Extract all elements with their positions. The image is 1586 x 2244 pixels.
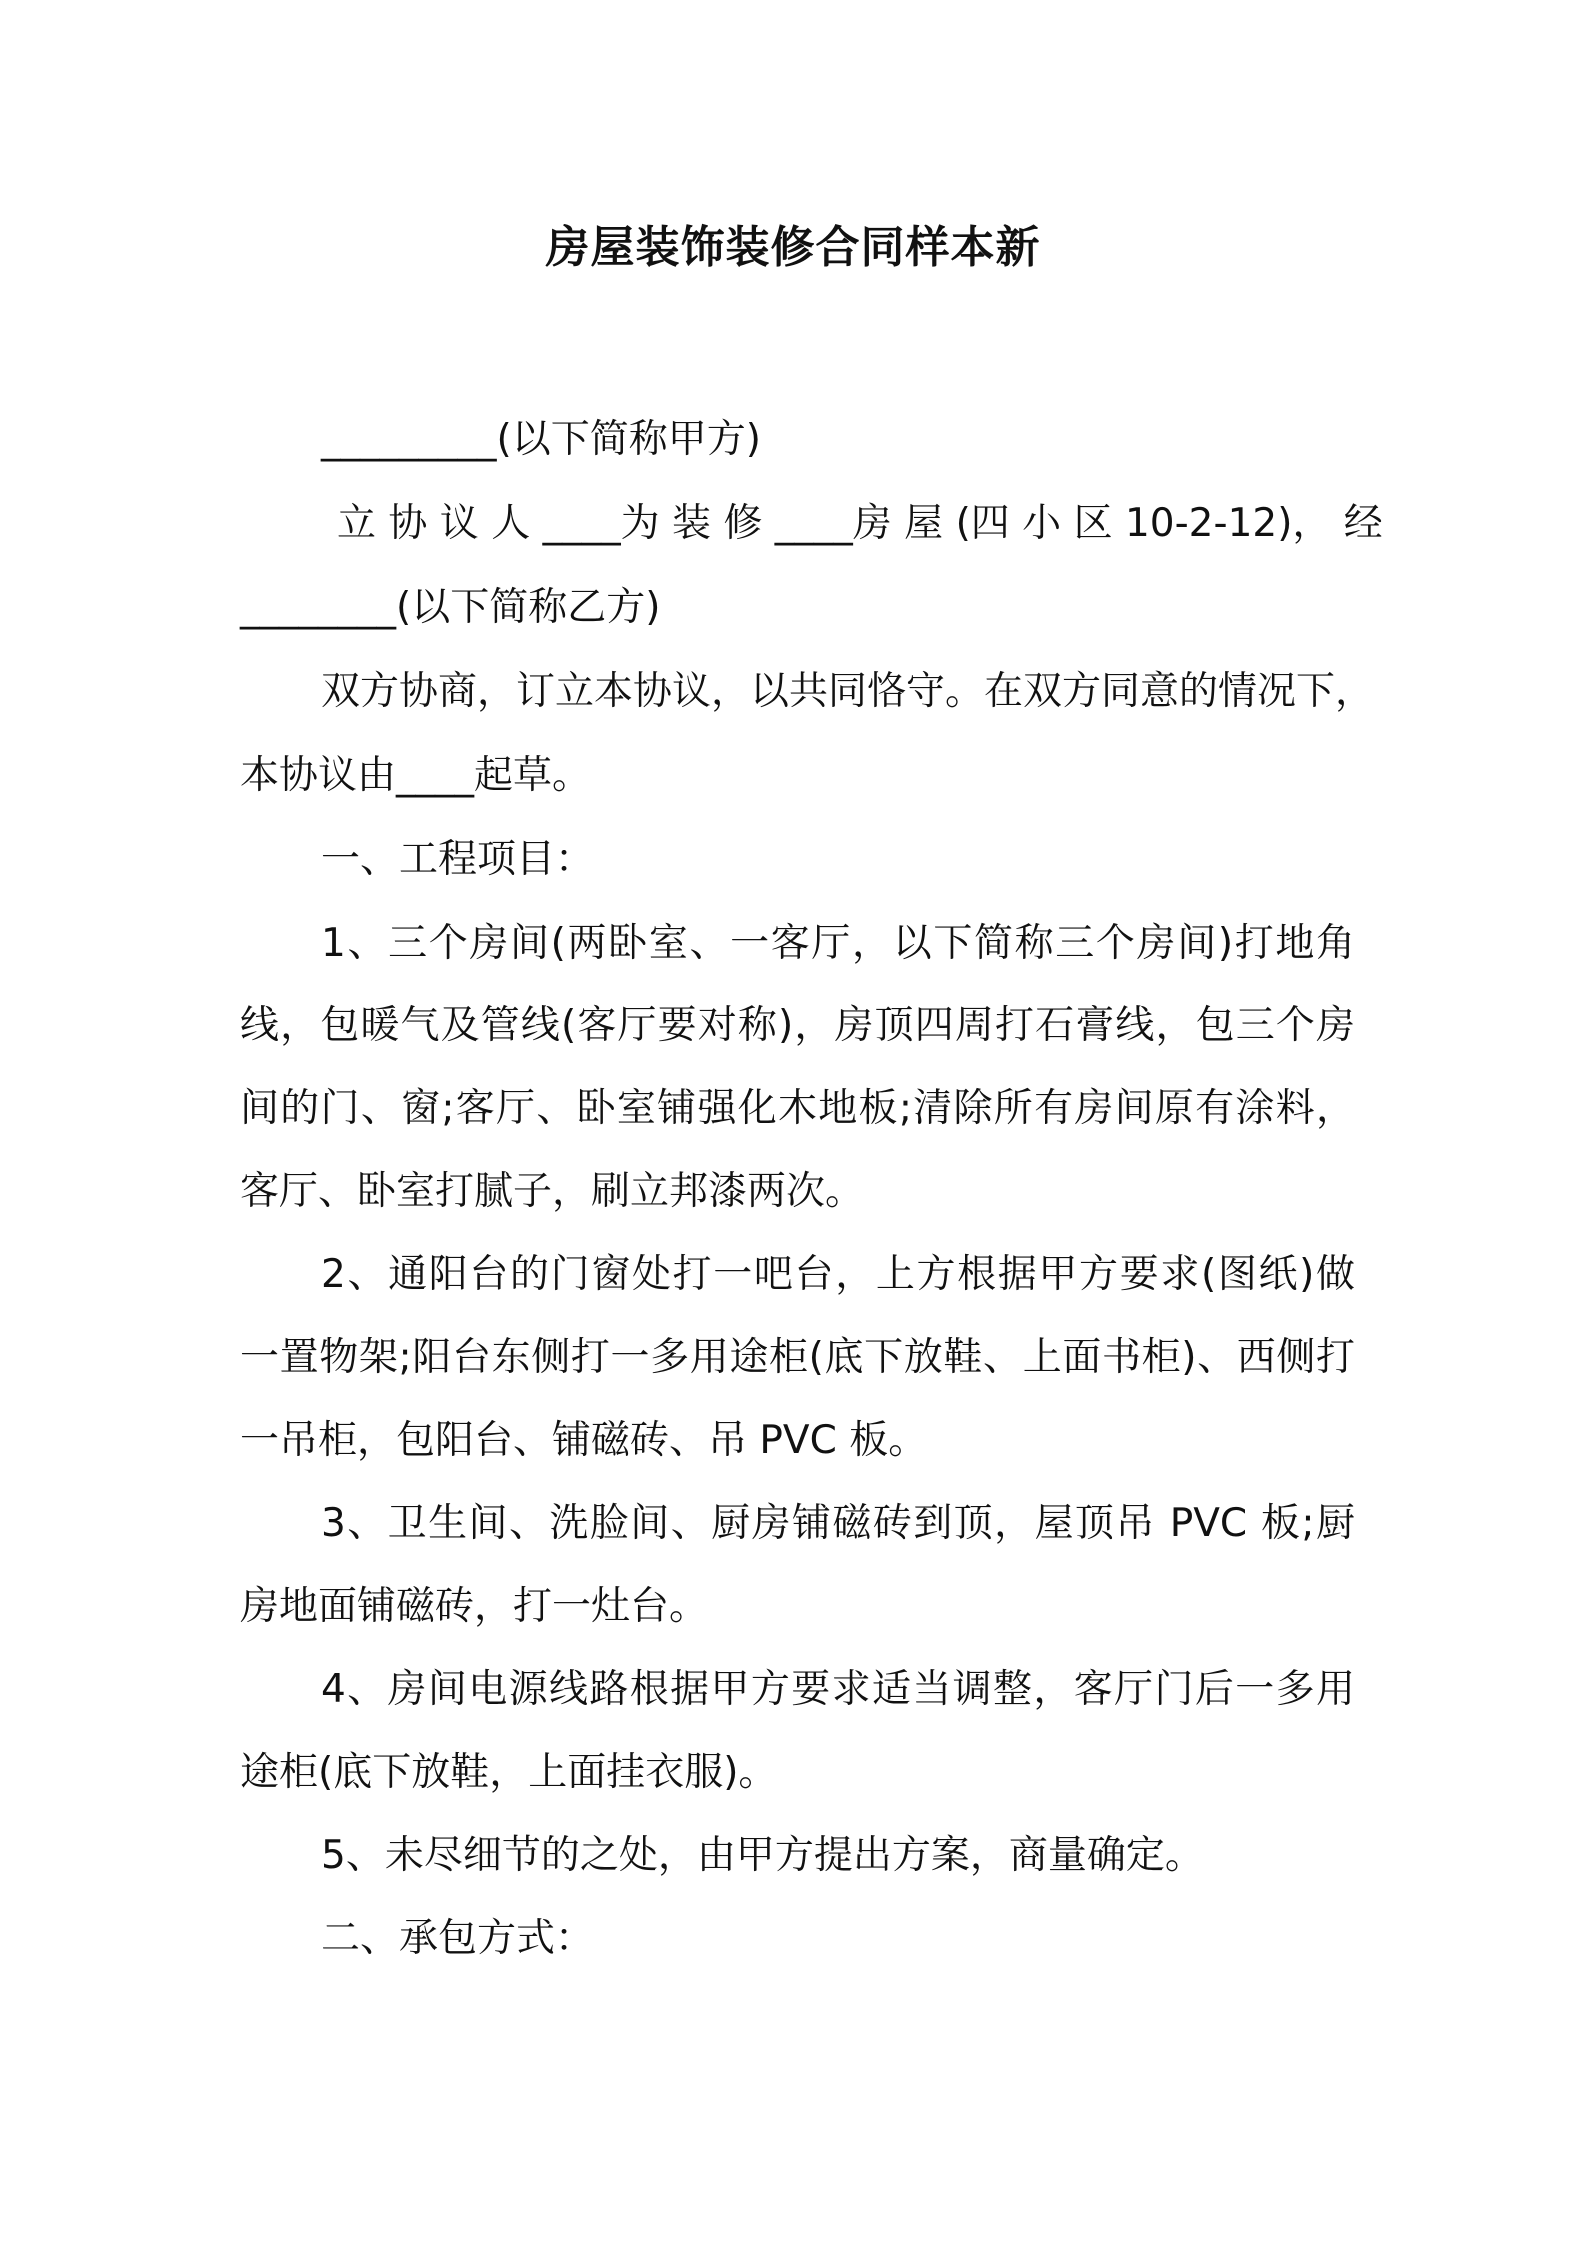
paragraph-line: 途柜(底下放鞋，上面挂衣服)。	[240, 1750, 778, 1795]
paragraph-line: 3、卫生间、洗脸间、厨房铺磁砖到顶，屋顶吊 PVC 板;厨	[321, 1501, 1355, 1546]
paragraph-line: 间的门、窗;客厅、卧室铺强化木地板;清除所有房间原有涂料，	[240, 1086, 1355, 1131]
paragraph-line: 线，包暖气及管线(客厅要对称)，房顶四周打石膏线，包三个房	[240, 1003, 1355, 1048]
paragraph-line: 5、未尽细节的之处，由甲方提出方案，商量确定。	[321, 1833, 1204, 1878]
paragraph-line: 客厅、卧室打腻子，刷立邦漆两次。	[240, 1169, 865, 1214]
paragraph-line: 1、三个房间(两卧室、一客厅，以下简称三个房间)打地角	[321, 921, 1355, 966]
paragraph-line: 2、通阳台的门窗处打一吧台，上方根据甲方要求(图纸)做	[321, 1252, 1355, 1297]
paragraph-line: 双方协商，订立本协议，以共同恪守。在双方同意的情况下，	[321, 669, 1375, 714]
paragraph-line: 房地面铺磁砖，打一灶台。	[240, 1584, 709, 1629]
document-title: 房屋装饰装修合同样本新	[545, 222, 1041, 273]
section-heading: 二、承包方式：	[321, 1916, 595, 1961]
section-heading: 一、工程项目：	[321, 837, 595, 882]
party-a-line: _________(以下简称甲方)	[321, 417, 761, 462]
agreement-party-line: 立 协 议 人 ____为 装 修 ____房 屋 (四 小 区 10-2-12)， 经	[337, 501, 1383, 546]
paragraph-line: 一吊柜，包阳台、铺磁砖、吊 PVC 板。	[240, 1418, 928, 1463]
party-b-line: ________(以下简称乙方)	[240, 585, 661, 630]
paragraph-line: 4、房间电源线路根据甲方要求适当调整，客厅门后一多用	[321, 1667, 1355, 1712]
paragraph-line: 一置物架;阳台东侧打一多用途柜(底下放鞋、上面书柜)、西侧打	[240, 1335, 1355, 1380]
paragraph-line: 本协议由____起草。	[240, 753, 592, 798]
